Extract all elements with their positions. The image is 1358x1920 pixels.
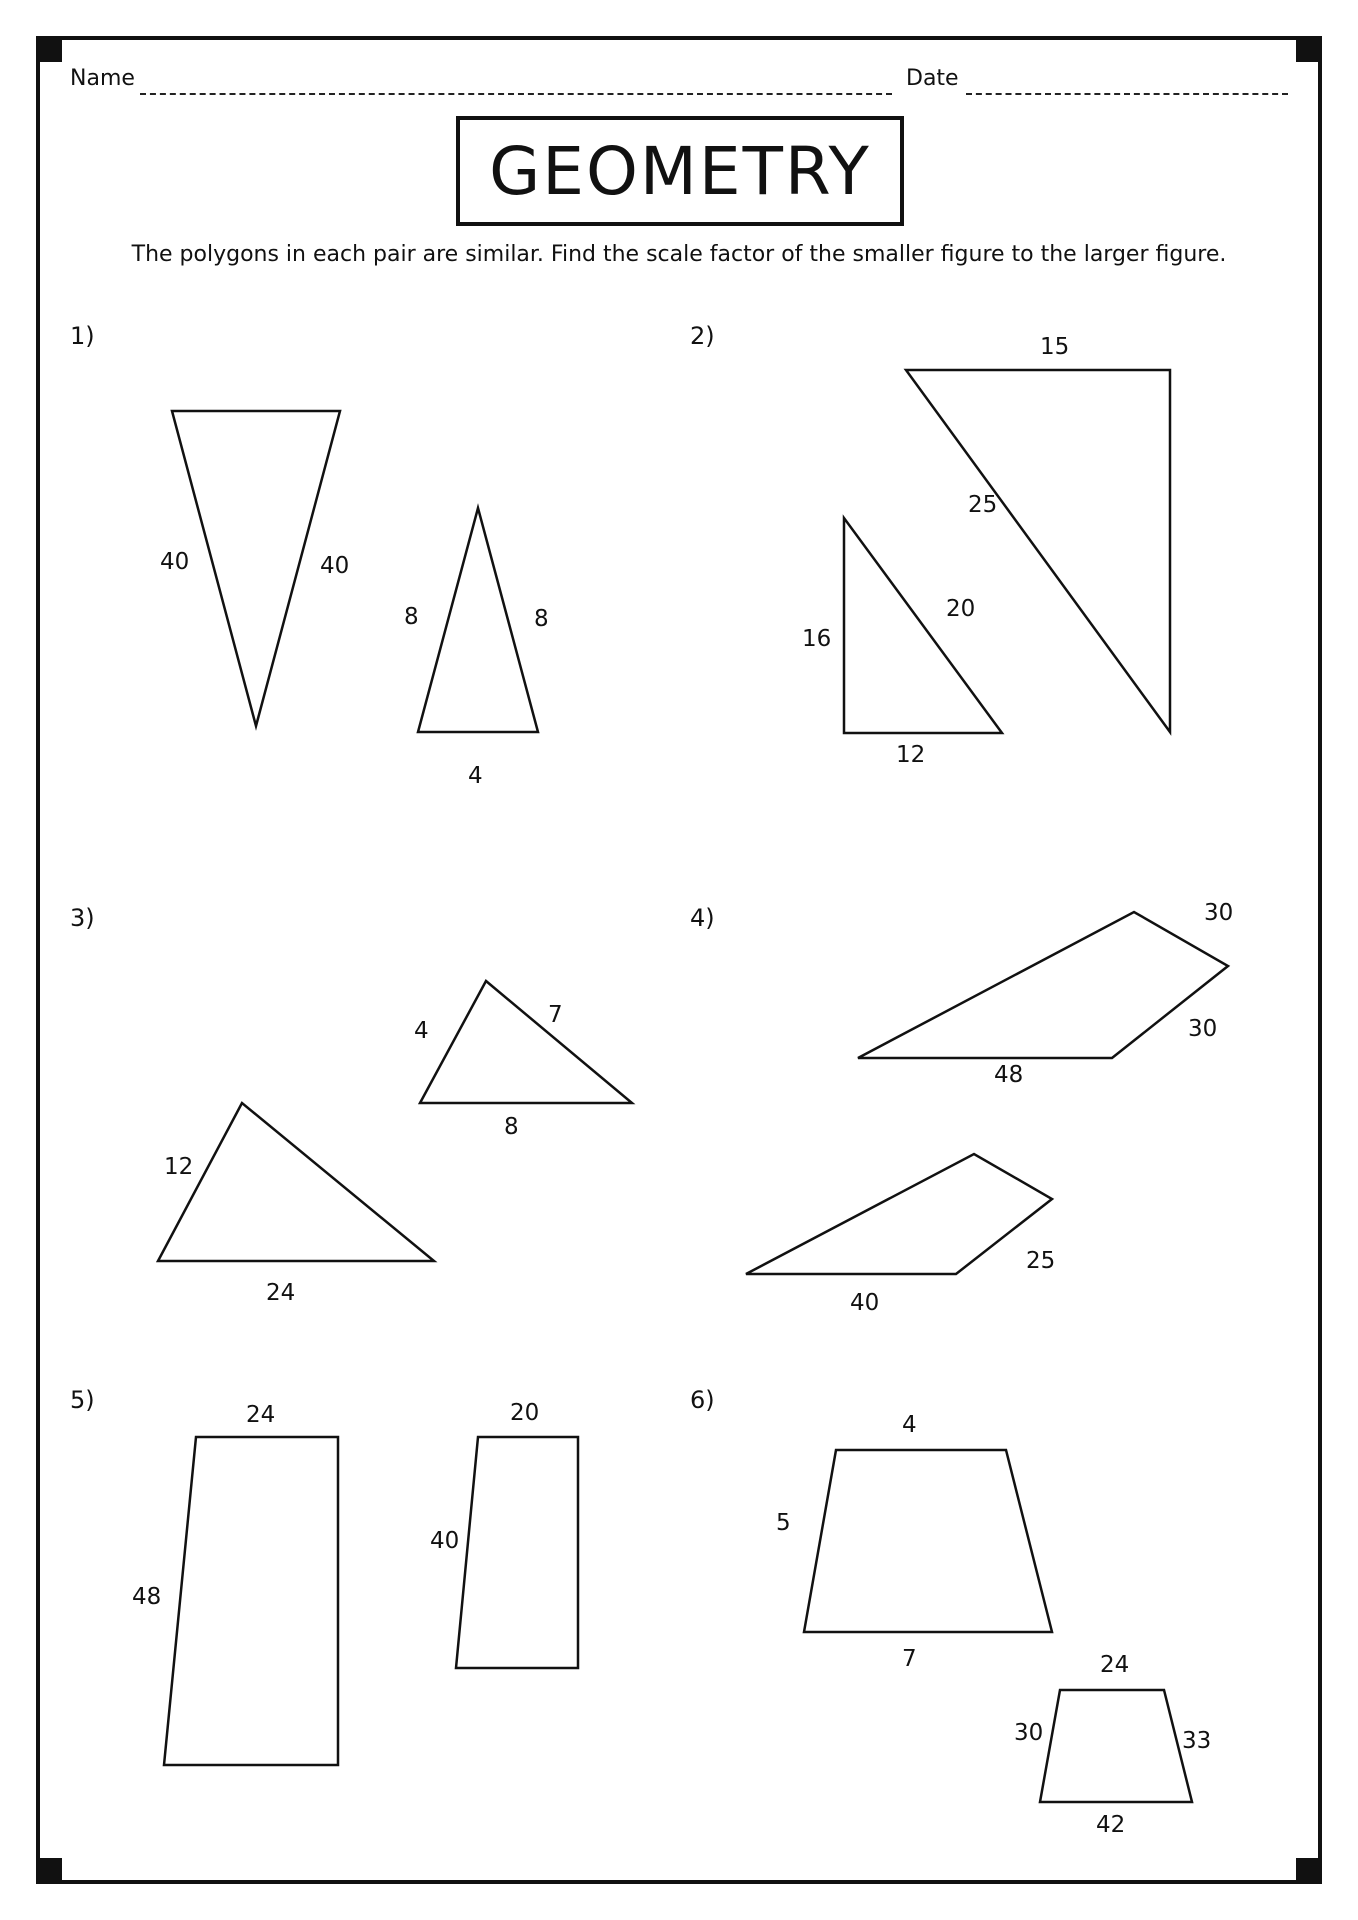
p5-label: 24 xyxy=(246,1402,276,1428)
p4-label: 48 xyxy=(994,1062,1024,1088)
p6-small-trapezoid xyxy=(1040,1690,1192,1802)
p1-label: 8 xyxy=(404,604,419,630)
p4-label: 25 xyxy=(1026,1248,1056,1274)
problem-number-3: 3) xyxy=(70,904,95,932)
p2-label: 16 xyxy=(802,626,832,652)
problem-number-1: 1) xyxy=(70,322,95,350)
p3-label: 4 xyxy=(414,1018,429,1044)
p3-small-triangle xyxy=(420,981,632,1103)
p3-label: 8 xyxy=(504,1114,519,1140)
p3-label: 24 xyxy=(266,1280,296,1306)
page-title: GEOMETRY xyxy=(489,132,871,210)
p1-label: 4 xyxy=(468,763,483,789)
p6-label: 4 xyxy=(902,1412,917,1438)
p2-label: 25 xyxy=(968,492,998,518)
p4-label: 30 xyxy=(1204,900,1234,926)
name-label: Name xyxy=(70,66,135,91)
p4-label: 40 xyxy=(850,1290,880,1316)
p3-large-triangle xyxy=(158,1103,434,1261)
p1-label: 8 xyxy=(534,606,549,632)
p1-large-triangle xyxy=(172,411,340,726)
date-label: Date xyxy=(906,66,959,91)
problem-number-6: 6) xyxy=(690,1386,715,1414)
p5-label: 20 xyxy=(510,1400,540,1426)
p6-label: 7 xyxy=(902,1646,917,1672)
p2-large-triangle xyxy=(906,370,1170,732)
p2-label: 15 xyxy=(1040,334,1070,360)
p2-label: 20 xyxy=(946,596,976,622)
p4-large-quadrilateral xyxy=(858,912,1228,1058)
p6-label: 33 xyxy=(1182,1728,1212,1754)
p1-label: 40 xyxy=(320,553,350,579)
p5-label: 48 xyxy=(132,1584,162,1610)
p2-small-triangle xyxy=(844,518,1002,733)
p2-label: 12 xyxy=(896,742,926,768)
problem-number-4: 4) xyxy=(690,904,715,932)
p1-small-triangle xyxy=(418,508,538,732)
p5-label: 40 xyxy=(430,1528,460,1554)
p6-large-trapezoid xyxy=(804,1450,1052,1632)
p3-label: 12 xyxy=(164,1154,194,1180)
problem-number-2: 2) xyxy=(690,322,715,350)
p6-label: 30 xyxy=(1014,1720,1044,1746)
problem-number-5: 5) xyxy=(70,1386,95,1414)
p6-label: 24 xyxy=(1100,1652,1130,1678)
p5-large-quadrilateral xyxy=(164,1437,338,1765)
p1-label: 40 xyxy=(160,549,190,575)
p4-small-quadrilateral xyxy=(746,1154,1052,1274)
instructions: The polygons in each pair are similar. Find the scale factor of the smaller figure to the larger figure. xyxy=(131,242,1227,267)
p6-label: 42 xyxy=(1096,1812,1126,1838)
p6-label: 5 xyxy=(776,1510,791,1536)
p5-small-quadrilateral xyxy=(456,1437,578,1668)
p4-label: 30 xyxy=(1188,1016,1218,1042)
p3-label: 7 xyxy=(548,1002,563,1028)
